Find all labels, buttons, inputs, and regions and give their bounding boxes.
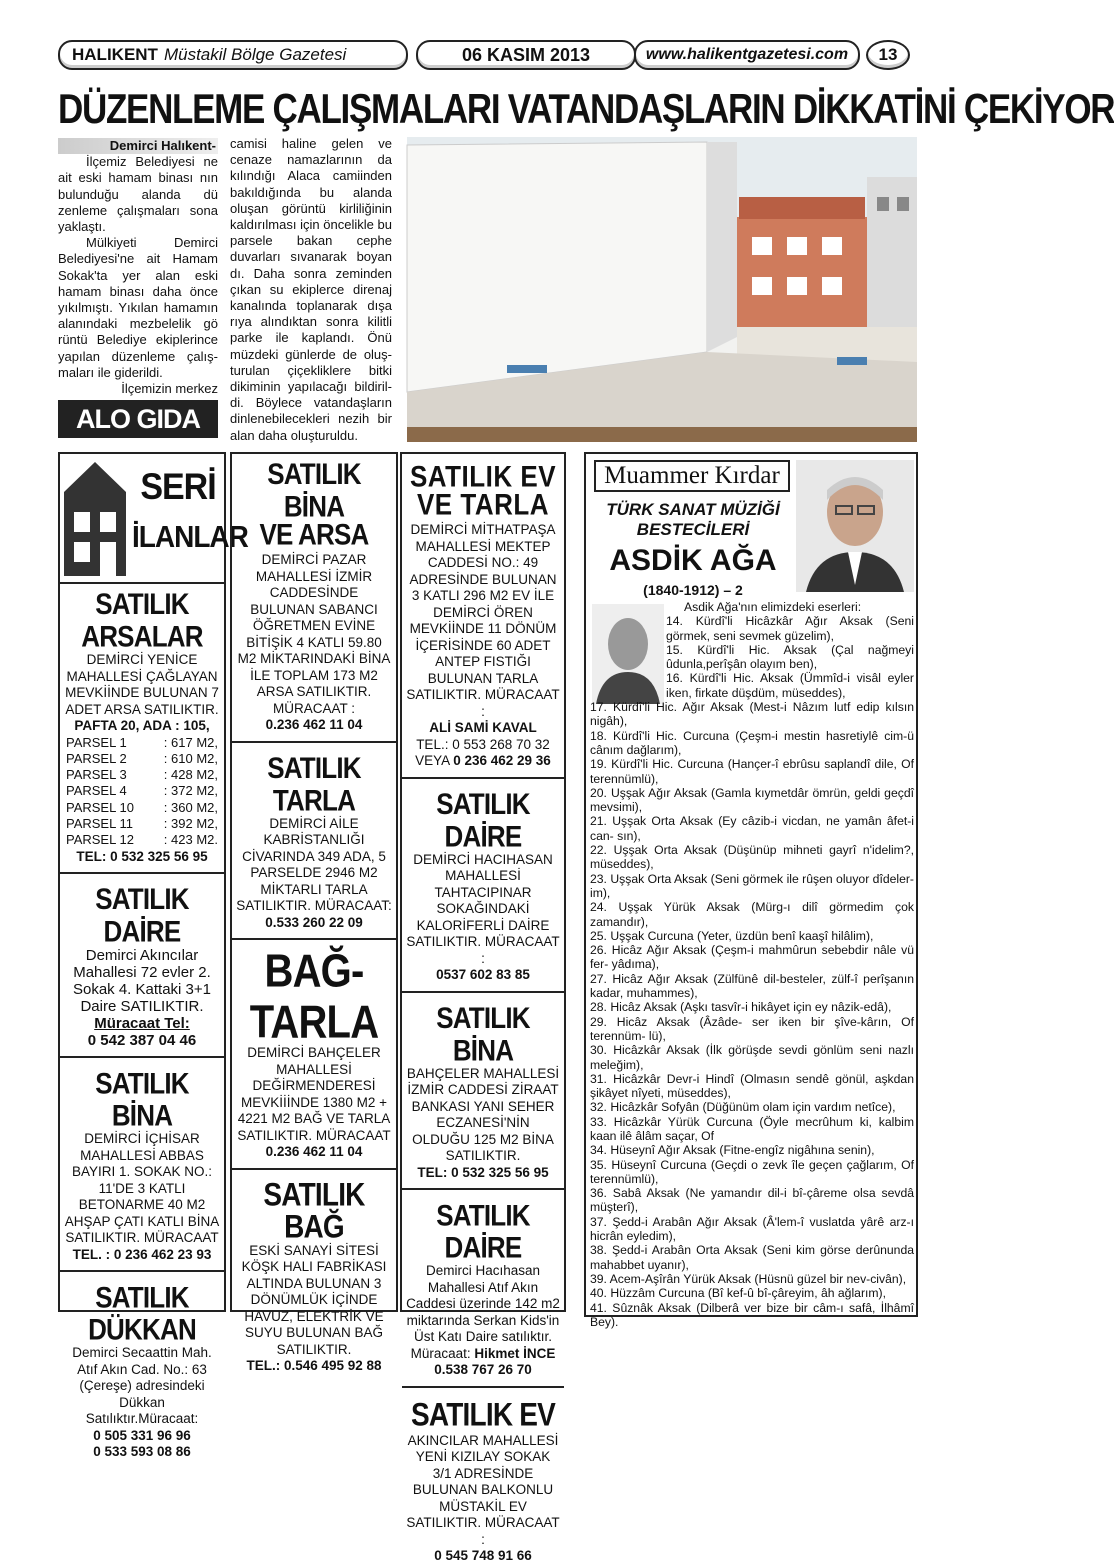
- ad-satilik-ev: [402, 1393, 564, 1567]
- article-paragraph: Mülkiyeti Demirci Belediyesi'ne ait Hamam Sokak'ta yer alan eski hamam binası daha önce yıkılmıştı. Yıkılan hamamın alanındaki mezbelelik gö rüntü Belediye ekiplerince yapılan düzenleme çalış- maları ile giderildi.: [58, 235, 218, 380]
- ad-satilik-bag: [232, 1175, 396, 1377]
- ad-satilik-ev-tarla: [402, 454, 564, 772]
- article-paragraph: camisi haline gelen ve cenaze namazlarının da kılındığı Alaca camiinden bakıldığında bu alanda oluşan görüntü kirliliğinin kaldırılması için öncelikle bu parsele bakan cephe duvarları sıvanarak boyan dı. Daha sonra zeminden çıkan su ekiplerce direnaj kanalında toplanarak dışa rıya alındıktan sonra kilitli parke ile kaplandı. Önü müzdeki günlerde de oluş- turulan çiçekliklere bitki dikiminin yapılacağı bildiril- di. Böylece vatandaşların dinlenebilecekleri nezih bir alan daha oluşturuldu.: [230, 136, 392, 443]
- parcel-row: PARSEL 3 : 428 M2,: [66, 767, 218, 783]
- ad-phone: 0 505 331 96 96: [93, 1427, 191, 1443]
- work-item: 30. Hicâzkâr Aksak (İlk görüşde sevdi gönlüm seni nazlı meleğim),: [590, 1043, 914, 1072]
- ad-title: VE ARSA: [259, 516, 369, 552]
- ad-title: SATILIK DAİRE: [436, 786, 530, 853]
- renovated-square-image: [407, 137, 917, 442]
- ad-body: Demirci Akıncılar Mahallesi 72 evler 2. Sokak 4. Kattaki 3+1 Daire SATILIKTIR.: [72, 947, 211, 1016]
- ads-column-b: [230, 452, 398, 1373]
- work-item: 38. Şedd-i Arabân Orta Aksak (Seni kim görse derûnunda mahabbet uyanır),: [590, 1243, 914, 1272]
- article-byline: Demirci Halıkent-: [58, 138, 218, 154]
- paper-name: HALIKENT: [72, 45, 158, 64]
- work-item: 17. Kürdî'li Hic. Ağır Aksak (Mest-i Nâzım lutf edip kılsın nigâh),: [590, 700, 914, 729]
- main-headline: DÜZENLEME ÇALIŞMALARI VATANDAŞLARIN DİKKATİNİ ÇEKİYOR: [58, 86, 1114, 133]
- issue-date: 06 KASIM 2013: [416, 40, 636, 70]
- work-item: 41. Sûznâk Aksak (Dilberâ ver bize bir câm-ı safâ, İlhâmî Bey).: [590, 1300, 914, 1329]
- work-item: 16. Kürdî'li Hic. Aksak (Ümmîd-i visâl eyler iken, firkate düşdüm, müseddes),: [666, 671, 914, 700]
- work-item: 14. Kürdî'li Hicâzkâr Ağır Aksak (Seni görmek, seni sevmek güzelim),: [666, 614, 914, 643]
- ad-title: VE TARLA: [416, 486, 550, 522]
- ad-body: Demirci Secaattin Mah. Atıf Akın Cad. No.: 63 (Çereşe) adresindeki Dükkan Satılıktır.Müracaat:: [72, 1345, 212, 1427]
- work-item: 36. Sabâ Aksak (Ne yamandır dil-i bî-çâreme olsa sevdâ müşterî),: [590, 1186, 914, 1215]
- works-rest: [590, 700, 914, 1329]
- ad-title: SATILIK EV: [411, 1396, 555, 1432]
- article-column-2: [230, 136, 392, 444]
- seri-label: SERİ: [140, 465, 216, 508]
- work-item: 15. Kürdî'li Hic. Aksak (Çal nağmeyi ûdunla,perîşân olayım ben),: [666, 642, 914, 672]
- article-paragraph: İlçemiz Belediyesi ne ait eski hamam binası nın bulunduğu alanda dü zenleme çalışmaları sona yaklaştı.: [58, 154, 218, 235]
- work-item: 39. Acem-Aşîrân Yürük Aksak (Hüsnü güzel bir nev-civân),: [590, 1271, 907, 1286]
- columnist-photo: [796, 460, 914, 592]
- ad-title: SATILIK BİNA: [436, 1000, 530, 1067]
- work-item: 40. Hüzzâm Curcuna (Bî kef-û bî-çâreyim, âh ağlarım),: [590, 1286, 886, 1301]
- person-portrait-icon: [796, 460, 914, 592]
- article-photo: [407, 137, 917, 442]
- ad-body: DEMİRCİ AİLE KABRİSTANLIĞI CİVARINDA 349 ADA, 5 PARSELDE 2946 M2 MİKTARLI TARLA SATILIKTIR. MÜRACAAT:: [236, 815, 392, 913]
- work-item: 18. Kürdî'li Hic. Curcuna (Çeşm-i mestin hasretiylê cim-ü cânım dağlarım),: [590, 728, 914, 757]
- ad-body: DEMİRCİ YENİCE MAHALLESİ ÇAĞLAYAN MEVKİİNDE BULUNAN 7 ADET ARSA SATILIKTIR.: [65, 652, 219, 717]
- ad-phone: 0 533 593 08 86: [93, 1444, 191, 1460]
- composer-column: [584, 452, 918, 1329]
- ad-title: SATILIK DAİRE: [436, 1197, 530, 1265]
- ad-phone: 0 545 748 91 66: [434, 1548, 532, 1563]
- ads-column-a: [58, 452, 248, 1460]
- ad-title: SATILIK ARSALAR: [81, 586, 203, 654]
- work-item: 31. Hicâzkâr Devr-i Hindî (Olmasın sendê gönül, aşkdan şikâyet nîyeti, müseddes),: [590, 1071, 914, 1101]
- ad-phone: 0.236 462 11 04: [265, 1144, 363, 1159]
- work-item: 26. Hicâz Ağır Aksak (Çeşm-i mahmûrun sebebdir nâle vü fer- yâdıma),: [590, 943, 914, 972]
- ad-phone: TEL: 0 532 325 56 95: [417, 1164, 549, 1180]
- page-number: 13: [866, 40, 910, 70]
- composer-years: (1840-1912) – 2: [643, 582, 743, 598]
- ad-body: BAHÇELER MAHALLESİ İZMİR CADDESİ ZİRAAT BANKASI YANI SEHER ECZANESİ'NİN OLDUĞU 125 M2 BİNA SATILIKTIR.: [406, 1065, 560, 1163]
- ad-satilik-dukkan: [60, 1277, 224, 1463]
- ad-body: ESKİ SANAYİ SİTESİ KÖŞK HALI FABRİKASI ALTINDA BULUNAN 3 DÖNÜMLÜK İÇİNDE HAVUZ, ELEKTRİK VE SUYU BULUNAN BAĞ SATILIKTIR.: [241, 1242, 387, 1357]
- work-item: 35. Hüseynî Curcuna (Geçdi o zevk île geçen çağlarım, Of terennümlü),: [590, 1157, 914, 1186]
- work-item: 20. Uşşak Ağır Aksak (Gamla kıymetdâr ömrün, geldi geçdî mevsimi),: [590, 785, 914, 815]
- ad-phone-alt: VEYA 0 236 462 29 36: [415, 753, 551, 768]
- series-title: TÜRK SANAT MÜZİĞİ BESTECİLERİ: [606, 500, 780, 539]
- parcel-row: PARSEL 4 : 372 M2,: [66, 783, 218, 799]
- work-item: 24. Uşşak Yürük Aksak (Mürg-ı dilî görmedim çok zamandır),: [590, 900, 914, 929]
- ad-satilik-tarla: [232, 748, 396, 934]
- article-paragraph: İlçemizin merkez: [121, 381, 218, 397]
- work-item: 27. Hicâz Ağır Aksak (Zülfünê dil-besteler, zülf-î perîşanın kadar, muhammes),: [590, 971, 914, 1001]
- work-item: 32. Hicâzkâr Sofyân (Düğünüm olam için vardım netîce),: [590, 1100, 896, 1115]
- ad-satilik-arsalar: [60, 584, 224, 867]
- ad-contact: Müracaat: Hikmet İNCE: [410, 1345, 556, 1361]
- ad-title: SATILIK BAĞ: [263, 1176, 365, 1244]
- ad-title: SATILIK DAİRE: [95, 881, 189, 949]
- ad-phone: TEL.: 0.546 495 92 88: [246, 1358, 382, 1373]
- ad-contact: ALİ SAMİ KAVAL: [429, 720, 537, 735]
- ad-phone: TEL. : 0 236 462 23 93: [72, 1246, 212, 1262]
- ad-title: SATILIK BİNA: [267, 456, 361, 524]
- ad-contact-label: Müracaat Tel:: [94, 1015, 190, 1033]
- ad-body: DEMİRCİ MİTHATPAŞA MAHALLESİ MEKTEP CADDESİ NO.: 49 ADRESİNDE BULUNAN 3 KATLI 296 M2 EV İLE DEMİRCİ ÖREN MEVKİİNDE 11 DÖNÜM İÇERİSİNDE 60 ADET ANTEP FISTIĞI BULUNAN TARLA SATILIKTIR. MÜRACAAT :: [406, 522, 560, 719]
- ad-phone: 0.533 260 22 09: [265, 914, 363, 930]
- masthead-name: [58, 40, 408, 70]
- ad-bag-tarla: [232, 945, 396, 1163]
- ad-satilik-bina-arsa: [232, 454, 396, 736]
- work-item: 28. Hicâz Aksak (Aşkı tasvîr-i hikâyet için ey nâzik-edâ),: [590, 1000, 892, 1015]
- ad-phone: TEL: 0 532 325 56 95: [76, 848, 208, 864]
- work-item: 21. Uşşak Orta Aksak (Ey câzib-i vicdan, ne yamân âfet-i can- sın),: [590, 814, 914, 843]
- work-item: 25. Uşşak Curcuna (Yeter, üzdün benî kaaşî hilâlim),: [590, 928, 874, 943]
- parcel-row: PARSEL 12 : 423 M2.: [66, 832, 218, 848]
- work-item: 22. Uşşak Orta Aksak (Düşünüp mihneti gayrî n'idelim?, müseddes),: [590, 843, 914, 872]
- ad-title: SATILIK BİNA: [95, 1065, 189, 1133]
- ad-title: BAĞ-TARLA: [249, 946, 379, 1048]
- composer-works-list: [590, 600, 914, 1329]
- ad-pafta: PAFTA 20, ADA : 105,: [74, 718, 210, 733]
- ad-body: DEMİRCİ PAZAR MAHALLESİ İZMİR CADDESİNDE BULUNAN SABANCI ÖĞRETMEN EVİNE BİTİŞİK 4 KATLI 59.80 M2 MİKTARINDAKİ BİNA İLE TOPLAM 173 M2 ARSA SATILIKTIR. MÜRACAAT :: [237, 552, 391, 716]
- parcel-row: PARSEL 1 : 617 M2,: [66, 734, 218, 750]
- ilanlar-label: İLANLAR: [132, 519, 248, 554]
- ad-phone: 0.236 462 11 04: [265, 717, 363, 732]
- ad-title: SATILIK TARLA: [267, 750, 361, 817]
- composer-name: ASDİK AĞA: [609, 544, 777, 577]
- ad-satilik-daire: [60, 879, 224, 1051]
- ad-satilik-daire-1: [402, 784, 564, 986]
- work-item: 29. Hicâz Aksak (Âzâde- ser iken bir şîve-kârın, Of terennüm- lü),: [590, 1014, 914, 1043]
- ad-phone: TEL.: 0 553 268 70 32: [416, 736, 550, 752]
- work-item: 37. Şedd-i Arabân Ağır Aksak (Â'lem-î vuslatda yârê arz-ı hicrân eyledim),: [590, 1214, 914, 1244]
- alo-gida-banner: ALO GIDA: [58, 400, 218, 438]
- paper-subtitle: Müstakil Bölge Gazetesi: [163, 45, 347, 64]
- works-intro: Asdik Ağa'nın elimizdeki eserleri:: [684, 600, 862, 614]
- ad-body: AKINCILAR MAHALLESİ YENİ KIZILAY SOKAK 3/1 ADRESİNDE BULUNAN BALKONLU MÜSTAKİL EV SATILIKTIR. MÜRACAAT :: [406, 1432, 560, 1547]
- ad-title: SATILIK DÜKKAN: [88, 1279, 196, 1347]
- ad-body: DEMİRCİ HACIHASAN MAHALLESİ TAHTACIPINAR SOKAĞINDAKİ KALORİFERLİ DAİRE SATILIKTIR. MÜRACAAT :: [406, 851, 560, 966]
- work-item: 23. Uşşak Orta Aksak (Seni görmek ile rûşen oluyor dîdeler- im),: [590, 871, 914, 900]
- ad-body: DEMİRCİ BAHÇELER MAHALLESİ DEĞİRMENDERESİ MEVKİİİNDE 1380 M2 + 4221 M2 BAĞ VE TARLA SATILIKTIR. MÜRACAAT: [237, 1045, 391, 1143]
- ad-title: SATILIK EV: [409, 458, 557, 494]
- website-link[interactable]: www.halikentgazetesi.com: [634, 40, 860, 70]
- columnist-name: Muammer Kırdar: [594, 460, 790, 492]
- ad-satilik-bina: [60, 1063, 224, 1265]
- ad-phone: 0 542 387 04 46: [87, 1032, 197, 1050]
- work-item: 33. Hicâzkâr Yürük Curcuna (Öyle mecrûhum ki, kalbim kaan ilê âlâm saçar, Of: [590, 1114, 914, 1143]
- ad-satilik-daire-2: [402, 1195, 564, 1381]
- ads-column-c: [400, 452, 566, 1563]
- work-item: 34. Hüseynî Ağır Aksak (Fitne-engîz nigâhına senin),: [590, 1143, 875, 1158]
- ad-phone: 0537 602 83 85: [436, 967, 530, 982]
- ad-body: DEMİRCİ İÇHİSAR MAHALLESİ ABBAS BAYIRI 1. SOKAK NO.: 11'DE 3 KATLI BETONARME 40 M2 AHŞAP ÇATI KATLI BİNA SATILIKTIR. MÜRACAAT: [64, 1131, 220, 1246]
- parcel-row: PARSEL 2 : 610 M2,: [66, 750, 218, 766]
- work-item: 19. Kürdî'li Hic. Curcuna (Hançer-î ebrûsu saplandî dile, Of terennümlü),: [590, 757, 914, 786]
- ad-body: Demirci Hacıhasan Mahallesi Atıf Akın Caddesi üzerinde 142 m2 miktarında Serkan Kids'in Üst Katı Daire satılıktır.: [406, 1263, 560, 1344]
- parcel-row: PARSEL 11 : 392 M2,: [66, 815, 218, 831]
- ad-satilik-bina: [402, 998, 564, 1184]
- article-column-1: [58, 138, 218, 397]
- ad-phone: 0.538 767 26 70: [434, 1362, 532, 1377]
- seri-ilanlar-logo: [60, 454, 248, 584]
- parcel-row: PARSEL 10 : 360 M2,: [66, 799, 218, 815]
